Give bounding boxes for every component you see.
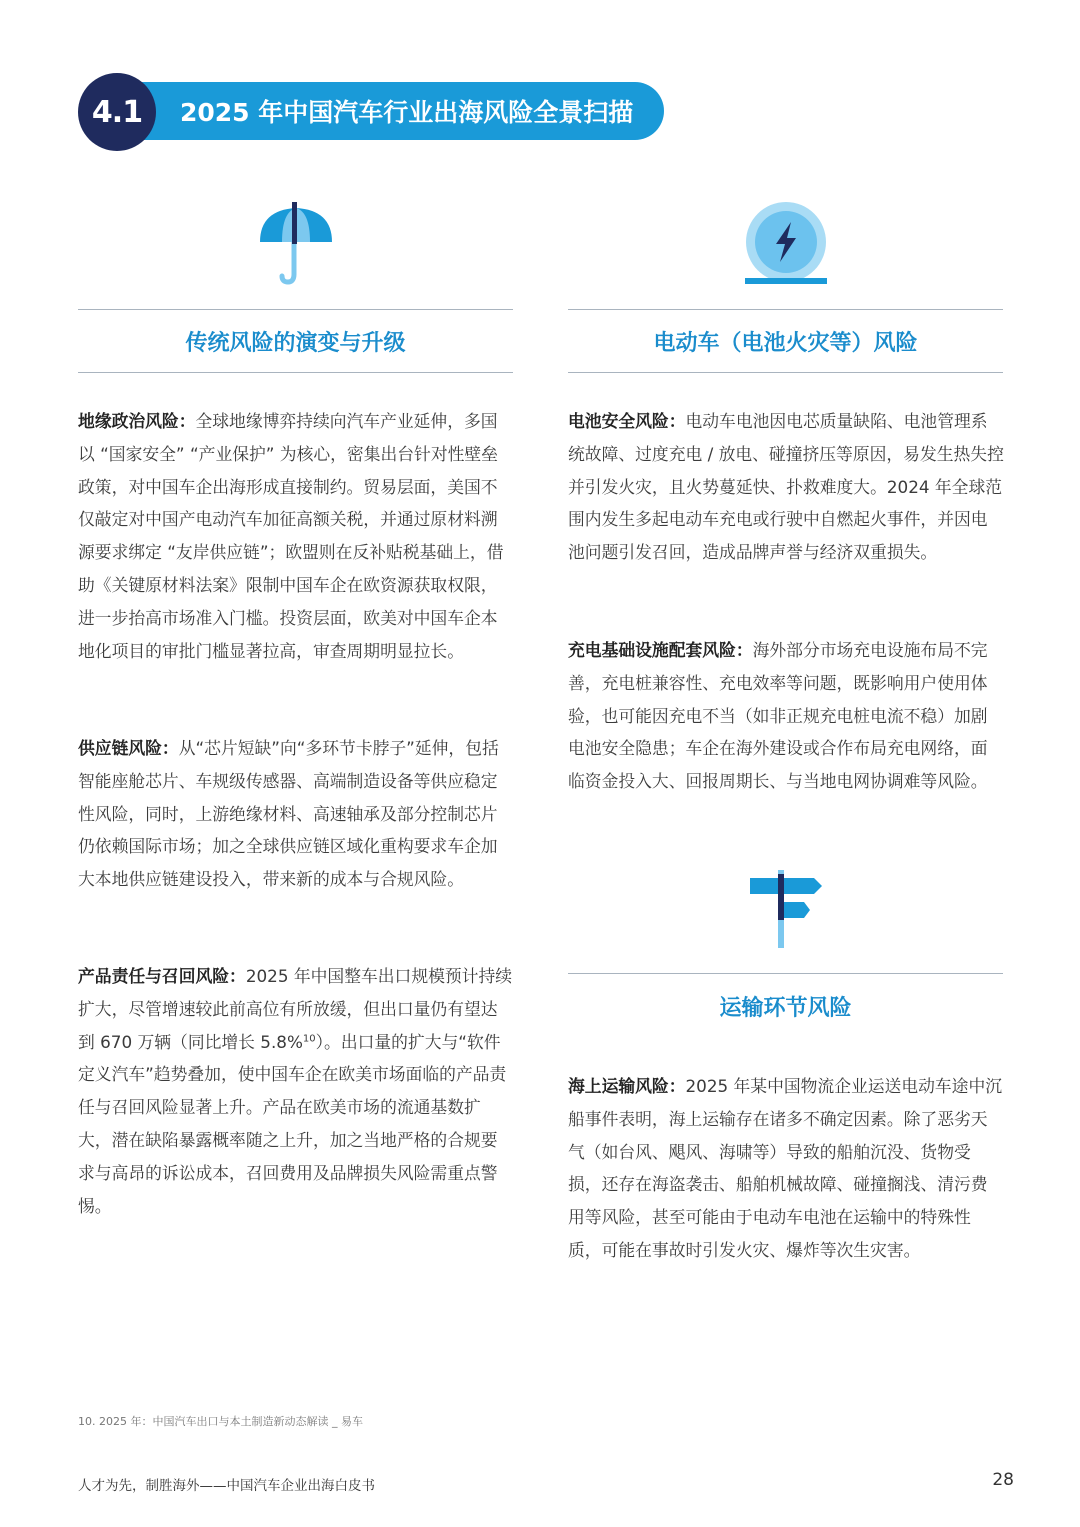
divider <box>78 309 513 310</box>
section-number-badge: 4.1 <box>78 73 156 151</box>
divider <box>568 309 1003 310</box>
section-header-bar <box>118 82 664 140</box>
paragraph-text: 电动车电池因电芯质量缺陷、电池管理系统故障、过度充电 / 放电、碰撞挤压等原因，易发生热失控并引发火灾，且火势蔓延快、扑救难度大。2024 年全球范围内发生多起电动车充电或行驶中自燃起火事件，并因电池问题引发召回，造成品牌声誉与经济双重损失。 <box>568 411 1004 563</box>
umbrella-icon <box>258 200 334 288</box>
page-number: 28 <box>992 1470 1014 1490</box>
paragraph-label: 供应链风险： <box>78 738 179 758</box>
paragraph-label: 产品责任与召回风险： <box>78 966 246 986</box>
paragraph-product-liability-risk <box>78 960 514 1222</box>
footnote: 10. 2025 年：中国汽车出口与本土制造新动态解读 _ 易车 <box>78 1415 363 1428</box>
divider <box>568 372 1003 373</box>
section-title-ev: 电动车（电池火灾等）风险 <box>653 331 918 356</box>
paragraph-text: 2025 年中国整车出口规模预计持续扩大，尽管增速较此前高位有所放缓，但出口量仍有望达到 670 万辆（同比增长 5.8% <box>78 966 513 1052</box>
paragraph-label: 海上运输风险： <box>568 1076 686 1096</box>
paragraph-label: 地缘政治风险： <box>78 411 196 431</box>
paragraph-text: 2025 年某中国物流企业运送电动车途中沉船事件表明，海上运输存在诸多不确定因素。除了恶劣天气（如台风、飓风、海啸等）导致的船舶沉没、货物受损，还存在海盗袭击、船舶机械故障、碰撞搁浅、清污费用等风险，甚至可能由于电动车电池在运输中的特殊性质，可能在事故时引发火灾、爆炸等次生灾害。 <box>568 1076 1003 1260</box>
paragraph-text: ）。出口量的扩大与“软件定义汽车”趋势叠加，使中国车企在欧美市场面临的产品责任与召回风险显著上升。产品在欧美市场的流通基数扩大，潜在缺陷暴露概率随之上升，加之当地严格的合规要求与高昂的诉讼成本，召回费用及品牌损失风险需重点警惕。 <box>78 1031 507 1216</box>
section-title-traditional: 传统风险的演变与升级 <box>185 331 406 356</box>
footer-title: 人才为先，制胜海外——中国汽车企业出海白皮书 <box>78 1478 375 1494</box>
paragraph-geopolitical-risk <box>78 405 514 667</box>
paragraph-maritime-transport-risk <box>568 1070 1004 1267</box>
signpost-icon <box>748 870 824 948</box>
paragraph-charging-infrastructure-risk <box>568 634 1004 798</box>
divider <box>568 973 1003 974</box>
lightning-bolt-icon <box>743 200 829 286</box>
paragraph-battery-safety-risk <box>568 405 1004 569</box>
paragraph-label: 充电基础设施配套风险： <box>568 640 753 660</box>
paragraph-text: 从“芯片短缺”向“多环节卡脖子”延伸，包括智能座舱芯片、车规级传感器、高端制造设备等供应稳定性风险，同时，上游绝缘材料、高速轴承及部分控制芯片仍依赖国际市场；加之全球供应链区域化重构要求车企加大本地供应链建设投入，带来新的成本与合规风险。 <box>78 738 499 890</box>
page-title: 2025 年中国汽车行业出海风险全景扫描 <box>180 98 634 127</box>
paragraph-supply-chain-risk <box>78 732 514 896</box>
divider <box>78 372 513 373</box>
paragraph-text: 全球地缘博弈持续向汽车产业延伸，多国以 “国家安全” “产业保护” 为核心，密集出台针对性壁垒政策，对中国车企出海形成直接制约。贸易层面，美国不仅敲定对中国产电动汽车加征高额关税，并通过原材料溯源要求绑定 “友岸供应链”；欧盟则在反补贴税基础上，借助《关键原材料法案》限制中国车企在欧资源获取权限，进一步抬高市场准入门槛。投资层面，欧美对中国车企本地化项目的审批门槛显著拉高，审查周期明显拉长。 <box>78 411 504 661</box>
paragraph-text: 海外部分市场充电设施布局不完善，充电桩兼容性、充电效率等问题，既影响用户使用体验，也可能因充电不当（如非正规充电桩电流不稳）加剧电池安全隐患；车企在海外建设或合作布局充电网络，面临资金投入大、回报周期长、与当地电网协调难等风险。 <box>568 640 988 792</box>
section-title-transport: 运输环节风险 <box>719 996 852 1021</box>
footnote-reference[interactable]: 10 <box>302 1033 316 1044</box>
paragraph-label: 电池安全风险： <box>568 411 686 431</box>
